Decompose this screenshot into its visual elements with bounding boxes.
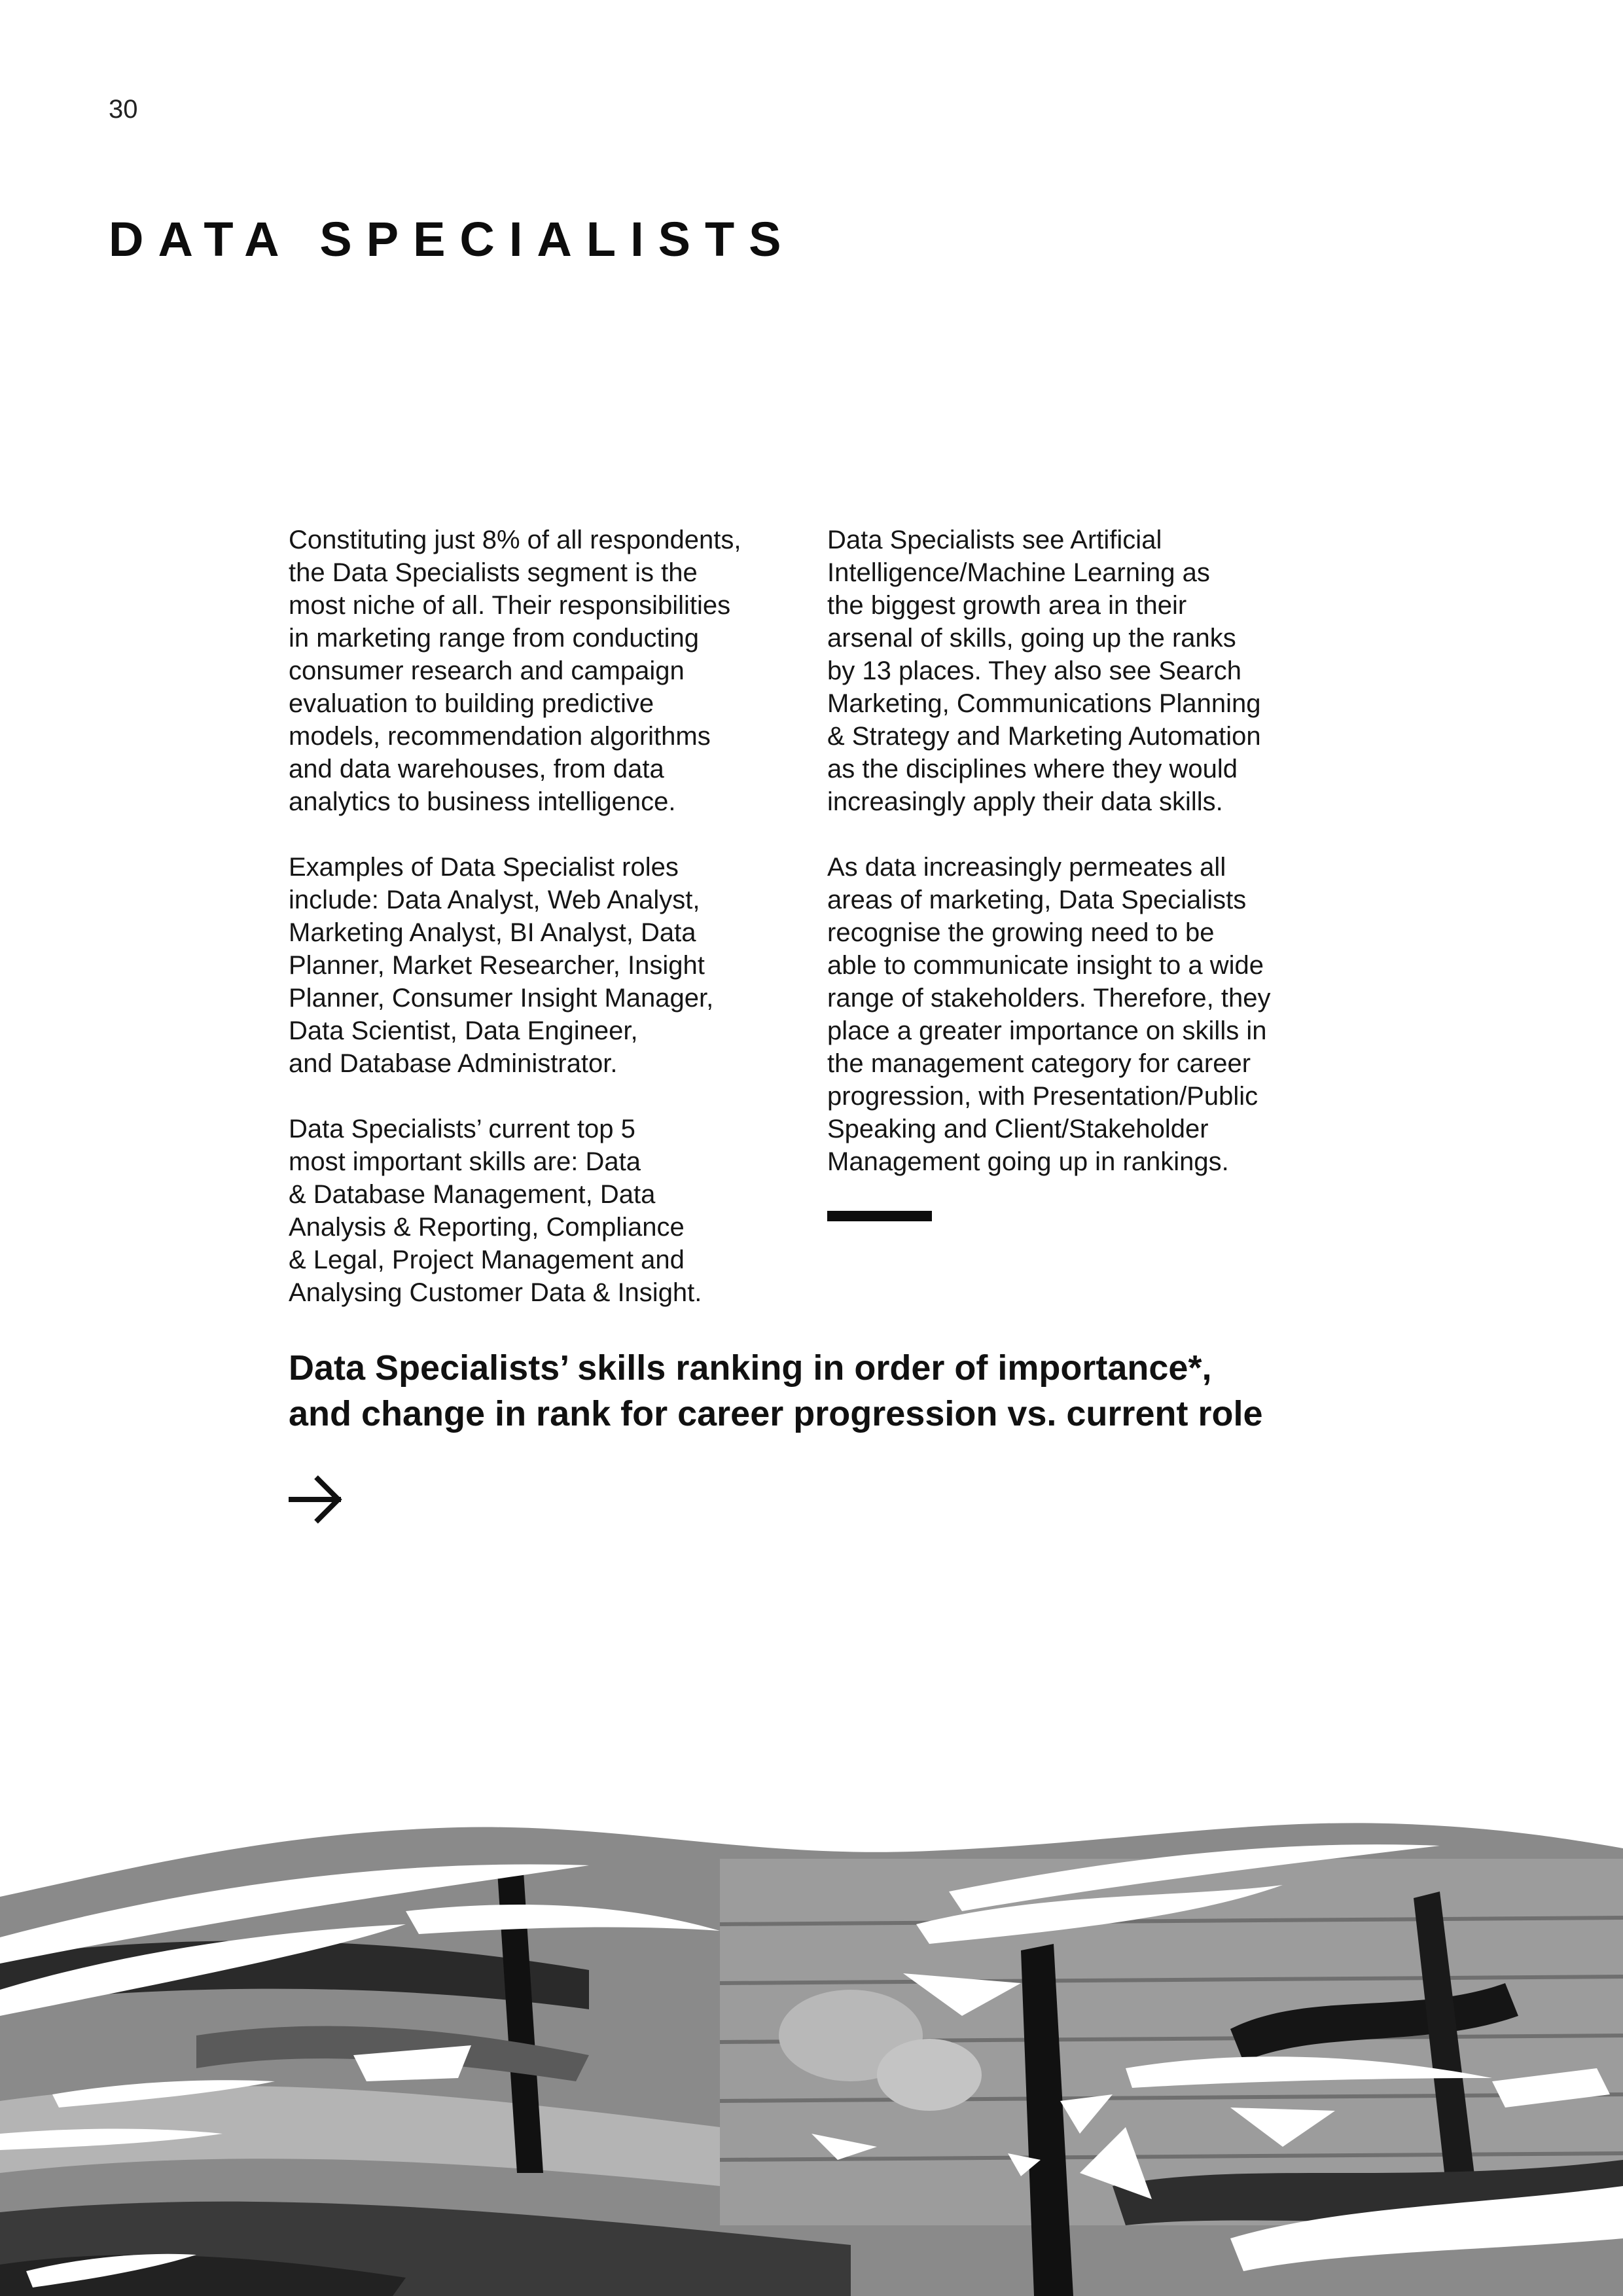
right-column	[827, 524, 1325, 1221]
left-column	[289, 524, 786, 1342]
chart-subheading: Data Specialists’ skills ranking in order of importance*, and change in rank for career progression vs. current role	[289, 1348, 1263, 1433]
paragraph-top-skills: Data Specialists’ current top 5 most important skills are: Data & Database Management, Data Analysis & Reporting, Compliance & Legal, Project Management and Analysing Customer Data & Insight.	[289, 1115, 702, 1307]
paragraph-segment-overview: Constituting just 8% of all respondents, the Data Specialists segment is the most niche of all. Their responsibilities in marketing range from conducting consumer research and campaign evaluation to building predictive models, recommendation algorithms and data warehouses, from data analytics to business intelligence.	[289, 526, 741, 816]
paragraph-growth-areas: Data Specialists see Artificial Intelligence/Machine Learning as the biggest growth area in their arsenal of skills, going up the ranks by 13 places. They also see Search Marketing, Communications Planning & Strategy and Marketing Automation as the disciplines where they would increasingly apply their data skills.	[827, 526, 1261, 816]
section-title: DATA SPECIALISTS	[109, 212, 796, 266]
paragraph-management-skills: As data increasingly permeates all areas of marketing, Data Specialists recognise the growing need to be able to communicate insight to a wide range of stakeholders. Therefore, they place a greater importance on skills in the management category for career progression, with Presentation/Public Speaking and Client/Stakeholder Management going up in rankings.	[827, 853, 1271, 1176]
paragraph-role-examples: Examples of Data Specialist roles include: Data Analyst, Web Analyst, Marketing Analyst, BI Analyst, Data Planner, Market Researcher, Insight Planner, Consumer Insight Manager, Data Scientist, Data Engineer, and Database Administrator.	[289, 853, 714, 1078]
arrow-right-icon[interactable]	[289, 1471, 345, 1528]
page-number: 30	[109, 95, 138, 124]
divider-rule	[827, 1211, 932, 1221]
graffiti-wave-image	[0, 1820, 1623, 2296]
